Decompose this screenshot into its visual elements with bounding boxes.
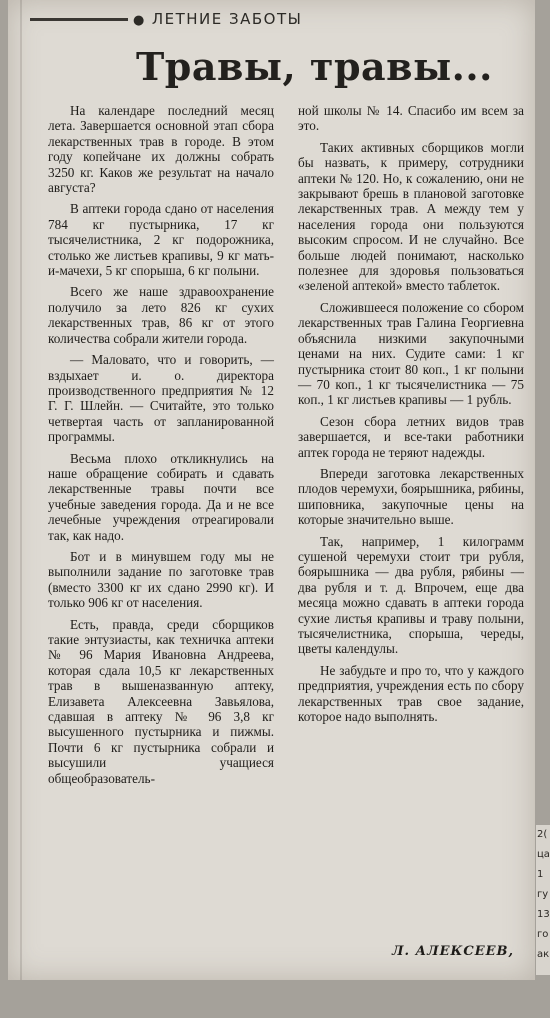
edge-text: го <box>537 929 549 940</box>
author-signature: Л. АЛЕКСЕЕВ, <box>392 944 515 959</box>
edge-text: 13 <box>537 909 550 920</box>
adjacent-clipping-edge <box>536 825 550 975</box>
fold-line <box>20 0 22 980</box>
paragraph: Сезон сбора летних видов трав завершается, и все-таки работники аптек города не теряют надежды. <box>298 413 524 460</box>
rubric-rule <box>30 18 128 21</box>
edge-text: ак <box>537 949 550 960</box>
edge-text: гу <box>537 889 549 900</box>
left-column <box>48 103 274 792</box>
paragraph: Всего же наше здравоохранение получило за лето 826 кг сухих лекарственных трав, 86 кг от этого количества собрали жители города. <box>48 284 274 346</box>
rubric-text: ЛЕТНИЕ ЗАБОТЫ <box>151 10 303 28</box>
paragraph: Так, например, 1 килограмм сушеной черемухи стоит три рубля, боярышника — два рубля, рябины — два рубля и т. д. Впрочем, еще два месяца можно сдавать в аптеки города сухие листья крапивы и траву полыни, тысячелистника, спорыша, череды, цветы календулы. <box>298 533 524 657</box>
edge-text: 2( <box>537 829 548 840</box>
paragraph: Сложившееся положение со сбором лекарственных трав Галина Георгиевна объяснила низкими закупочными ценами на них. Судите сами: 1 кг пустырника стоит 80 коп., 1 кг полыни — 70 коп., 1 кг тысячелистника — 75 коп., 1 кг листьев крапивы — 1 рубль. <box>298 299 524 408</box>
bullet-icon: ● <box>133 13 146 28</box>
paragraph: На календаре последний месяц лета. Завершается основной этап сбора лекарственных трав в городе. В этом году копейчане их должны собрать 3250 кг. Каков же результат на начало августа? <box>48 103 274 196</box>
paragraph: Есть, правда, среди сборщиков такие энтузиасты, как техничка аптеки № 96 Мария Ивановна Андреева, которая сдала 10,5 кг лекарственных трав в вышеназванную аптеку, Елизавета Алексеевна Завьялова, сдавшая в аптеку № 96 3,8 кг высушенного пустырника и пижмы. Почти 6 кг пустырника собрали и высушили учащиеся общеобразователь- <box>48 616 274 786</box>
paragraph: Весьма плохо откликнулись на наше обращение собирать и сдавать лекарственные травы почти все учебные заведения города. Да и не все лечебные учреждения отреагировали так, как надо. <box>48 450 274 543</box>
edge-text: 1 <box>537 869 544 880</box>
paragraph: — Маловато, что и говорить, — вздыхает и. о. директора производственного предприятия № 12 Г. Г. Шлейн. — Считайте, это только четвертая часть от запланированной программы. <box>48 352 274 445</box>
edge-text: ца <box>537 849 550 860</box>
article-headline: Травы, травы... <box>136 44 493 89</box>
paragraph: ной школы № 14. Спасибо им всем за это. <box>298 103 524 134</box>
newspaper-clipping <box>8 0 535 980</box>
paragraph: Таких активных сборщиков могли бы назвать, к примеру, сотрудники аптеки № 120. Но, к сожалению, они не закрывают брешь в плановой заготовке лекарственных трав. А между тем у населения города они пользуются высоким спросом. И не случайно. Все больше людей понимают, насколько полезнее для здоровья пользоваться «зеленой аптекой» вместо таблеток. <box>298 139 524 294</box>
paragraph: Не забудьте и про то, что у каждого предприятия, учреждения есть по сбору лекарственных трав свое задание, которое надо выполнять. <box>298 662 524 725</box>
right-column <box>298 103 524 730</box>
rubric <box>133 10 302 28</box>
paragraph: Впереди заготовка лекарственных плодов черемухи, боярышника, рябины, шиповника, закупочные цены на которые значительно выше. <box>298 465 524 528</box>
paragraph: Бот и в минувшем году мы не выполнили задание по заготовке трав (вместо 3300 кг их сдано 2990 кг). И только 906 кг от населения. <box>48 548 274 611</box>
paragraph: В аптеки города сдано от населения 784 кг пустырника, 17 кг тысячелистника, 2 кг подорожника, столько же листьев крапивы, 9 кг мать-и-мачехи, 5 кг спорыша, 6 кг полыни. <box>48 201 274 279</box>
